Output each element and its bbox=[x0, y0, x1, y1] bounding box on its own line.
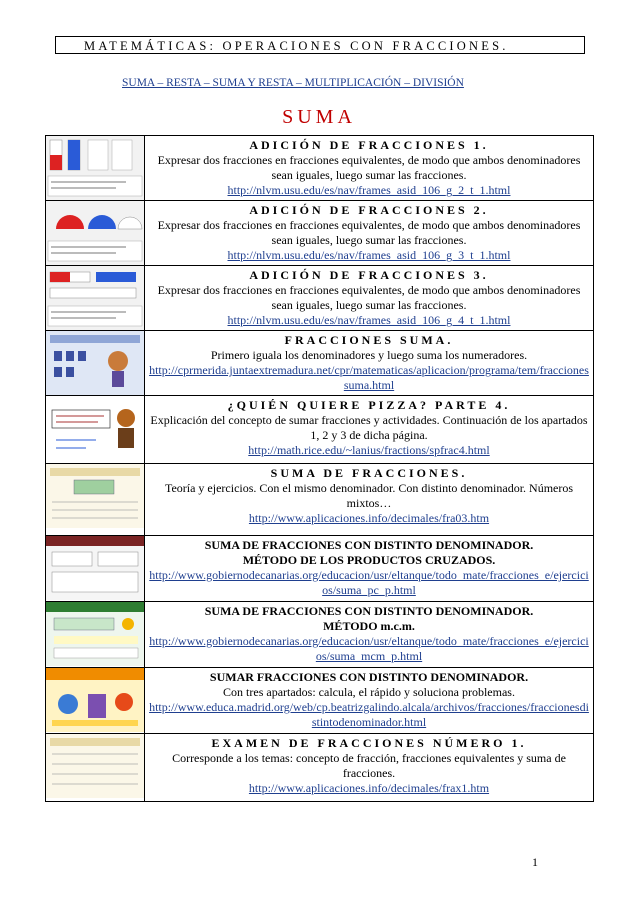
resource-link[interactable]: http://www.gobiernodecanarias.org/educacion/usr/eltanque/todo_mate/fracciones_e/ejercicios/suma_pc_p.html bbox=[149, 568, 589, 597]
resource-link[interactable]: http://www.gobiernodecanarias.org/educacion/usr/eltanque/todo_mate/fracciones_e/ejercicios/suma_mcm_p.html bbox=[149, 634, 589, 663]
resource-cell bbox=[145, 266, 594, 331]
resource-table bbox=[45, 135, 594, 802]
resource-cell bbox=[145, 331, 594, 396]
resource-title: FRACCIONES SUMA. bbox=[284, 333, 454, 347]
resource-title: SUMAR FRACCIONES CON DISTINTO DENOMINADOR. bbox=[209, 670, 529, 684]
resource-cell bbox=[145, 464, 594, 536]
resource-title: SUMA DE FRACCIONES. bbox=[270, 466, 468, 480]
thumbnail-image bbox=[46, 266, 145, 331]
resource-title: SUMA DE FRACCIONES CON DISTINTO DENOMINADOR. bbox=[204, 604, 534, 618]
resource-cell bbox=[145, 668, 594, 734]
thumbnail-image bbox=[46, 396, 145, 464]
table-row bbox=[46, 734, 594, 802]
resource-cell bbox=[145, 201, 594, 266]
resource-description: Explicación del concepto de sumar fracciones y actividades. Continuación de los apartados 1, 2 y 3 de dicha página. bbox=[150, 413, 588, 442]
table-row bbox=[46, 396, 594, 464]
thumbnail-image bbox=[46, 734, 145, 802]
resource-description: Corresponde a los temas: concepto de fracción, fracciones equivalentes y suma de fracciones. bbox=[172, 751, 566, 780]
thumbnail-image bbox=[46, 668, 145, 734]
resource-description: Expresar dos fracciones en fracciones equivalentes, de modo que ambos denominadores sean iguales, luego sumar las fracciones. bbox=[157, 218, 581, 247]
resource-link[interactable]: http://nlvm.usu.edu/es/nav/frames_asid_106_g_4_t_1.html bbox=[227, 313, 511, 327]
resource-link[interactable]: http://www.educa.madrid.org/web/cp.beatrizgalindo.alcala/archivos/fracciones/fraccionesdistintodenominador.html bbox=[149, 700, 589, 729]
resource-title: ADICIÓN DE FRACCIONES 2. bbox=[249, 203, 489, 217]
resource-title: SUMA DE FRACCIONES CON DISTINTO DENOMINADOR. bbox=[204, 538, 534, 552]
resource-subtitle: MÉTODO DE LOS PRODUCTOS CRUZADOS. bbox=[242, 553, 496, 567]
table-row bbox=[46, 536, 594, 602]
table-row bbox=[46, 136, 594, 201]
thumbnail-image bbox=[46, 536, 145, 602]
resource-cell bbox=[145, 396, 594, 464]
resource-cell bbox=[145, 602, 594, 668]
resource-title: ADICIÓN DE FRACCIONES 3. bbox=[249, 268, 489, 282]
resource-link[interactable]: http://cprmerida.juntaextremadura.net/cpr/matematicas/aplicacion/programa/tem/fraccionessuma.html bbox=[149, 363, 589, 392]
resource-description: Expresar dos fracciones en fracciones equivalentes, de modo que ambos denominadores sean iguales, luego sumar las fracciones. bbox=[157, 283, 581, 312]
resource-cell bbox=[145, 734, 594, 802]
resource-description: Expresar dos fracciones en fracciones equivalentes, de modo que ambos denominadores sean iguales, luego sumar las fracciones. bbox=[157, 153, 581, 182]
thumbnail-image bbox=[46, 331, 145, 396]
resource-title: ADICIÓN DE FRACCIONES 1. bbox=[249, 138, 489, 152]
thumbnail-image bbox=[46, 136, 145, 201]
resource-link[interactable]: http://math.rice.edu/~lanius/fractions/spfrac4.html bbox=[248, 443, 490, 457]
resource-description: Primero iguala los denominadores y luego suma los numeradores. bbox=[210, 348, 528, 362]
resource-title: ¿QUIÉN QUIERE PIZZA? PARTE 4. bbox=[227, 398, 511, 412]
header-title: MATEMÁTICAS: OPERACIONES CON FRACCIONES. bbox=[84, 39, 509, 53]
table-row bbox=[46, 464, 594, 536]
section-title: SUMA bbox=[282, 106, 356, 128]
document-header bbox=[55, 36, 585, 54]
thumbnail-image bbox=[46, 201, 145, 266]
page-number: 1 bbox=[532, 855, 538, 869]
operations-nav-links[interactable]: SUMA – RESTA – SUMA Y RESTA – MULTIPLICACIÓN – DIVISIÓN bbox=[122, 77, 464, 89]
thumbnail-image bbox=[46, 602, 145, 668]
thumbnail-image bbox=[46, 464, 145, 536]
table-row bbox=[46, 602, 594, 668]
resource-cell bbox=[145, 136, 594, 201]
resource-link[interactable]: http://www.aplicaciones.info/decimales/fra03.htm bbox=[248, 511, 490, 525]
resource-link[interactable]: http://www.aplicaciones.info/decimales/frax1.htm bbox=[248, 781, 490, 795]
table-row bbox=[46, 201, 594, 266]
resource-title: EXAMEN DE FRACCIONES NÚMERO 1. bbox=[211, 736, 527, 750]
table-row bbox=[46, 266, 594, 331]
resource-description: Con tres apartados: calcula, el rápido y soluciona problemas. bbox=[223, 685, 515, 699]
resource-description: Teoría y ejercicios. Con el mismo denominador. Con distinto denominador. Números mixtos… bbox=[164, 481, 574, 510]
resource-cell bbox=[145, 536, 594, 602]
table-row bbox=[46, 331, 594, 396]
resource-subtitle: MÉTODO m.c.m. bbox=[323, 619, 415, 633]
resource-link[interactable]: http://nlvm.usu.edu/es/nav/frames_asid_106_g_3_t_1.html bbox=[227, 248, 511, 262]
resource-link[interactable]: http://nlvm.usu.edu/es/nav/frames_asid_106_g_2_t_1.html bbox=[227, 183, 511, 197]
table-row bbox=[46, 668, 594, 734]
